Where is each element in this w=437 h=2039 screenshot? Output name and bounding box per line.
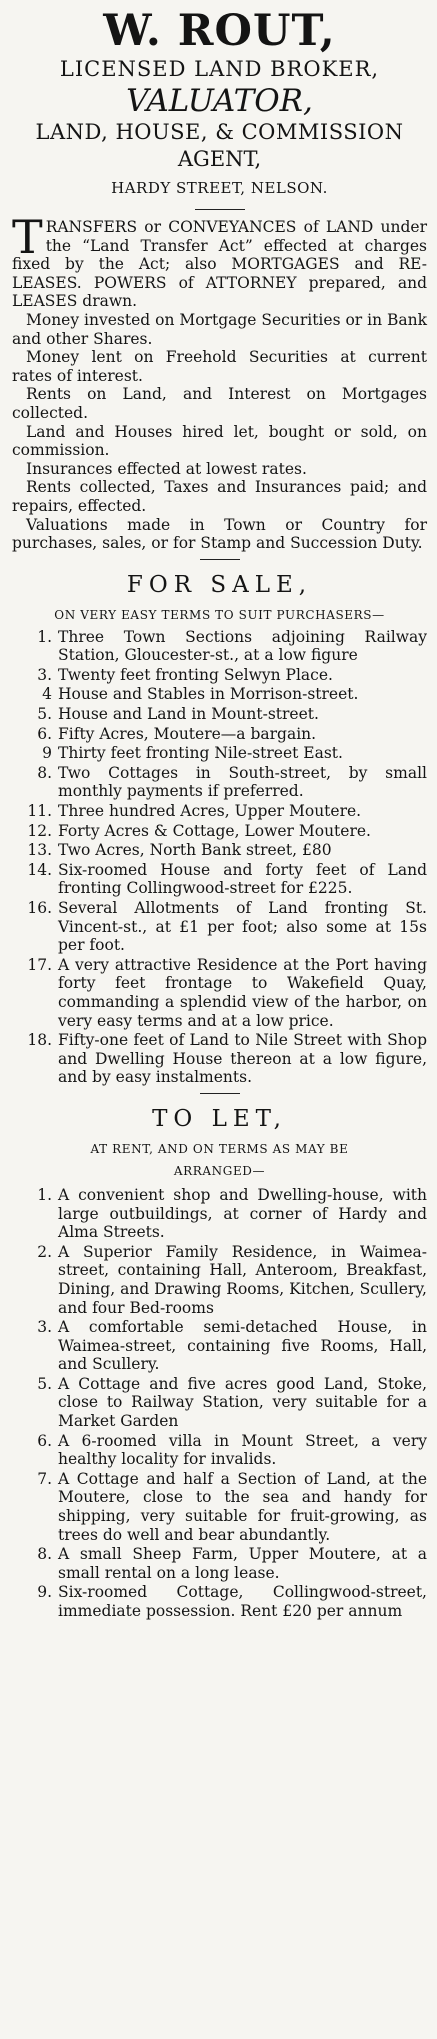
item-number: 14. bbox=[27, 860, 52, 879]
item-number: 12. bbox=[27, 821, 52, 840]
service-paragraph: Insurances effected at lowest rates. bbox=[26, 459, 307, 478]
service-paragraph: Money lent on Freehold Securities at current rates of interest. bbox=[12, 348, 427, 385]
item-text: Six-roomed House and forty feet of Land fronting Collingwood-street for £225. bbox=[58, 860, 427, 898]
item-number: 18. bbox=[27, 1031, 52, 1050]
list-item bbox=[12, 841, 427, 860]
list-item bbox=[12, 899, 427, 955]
item-number: 2. bbox=[37, 1242, 52, 1261]
service-paragraph: Rents collected, Taxes and Insurances paid; and repairs, effected. bbox=[12, 478, 427, 515]
item-text: A Cottage and half a Section of Land, at the Moutere, close to the sea and handy for shipping, very suitable for fruit-growing, as trees do well and bear abundantly. bbox=[58, 1469, 427, 1544]
list-item bbox=[12, 1186, 427, 1242]
service-paragraph: Money invested on Mortgage Securities or in Bank and other Shares. bbox=[12, 310, 427, 348]
item-text: A comfortable semi-detached House, in Waimea-street, containing five Rooms, Hall, and Scullery. bbox=[58, 1318, 427, 1374]
item-text: Several Allotments of Land fronting St. Vincent-st., at £1 per foot; also some at 15s per foot. bbox=[58, 899, 427, 955]
item-number: 9. bbox=[37, 1583, 52, 1602]
to-let-heading: TO LET, bbox=[152, 1105, 287, 1132]
intro-text: RANSFERS or CONVEYANCES of LAND under the “Land Transfer Act” effected at charges fixed by the Act; also MORTGAGES and RE-LEASES. POWERS of ATTORNEY prepared, and LEASES drawn. bbox=[12, 218, 427, 311]
service-paragraph: Rents on Land, and Interest on Mortgages collected. bbox=[12, 385, 427, 422]
list-item bbox=[12, 666, 427, 685]
item-text: A small Sheep Farm, Upper Moutere, at a small rental on a long lease. bbox=[58, 1545, 427, 1582]
list-item bbox=[12, 802, 427, 821]
item-text: Two Cottages in South-street, by small monthly payments if preferred. bbox=[58, 763, 427, 801]
for-sale-list bbox=[12, 628, 427, 1087]
divider bbox=[200, 559, 240, 560]
item-text: A Cottage and five acres good Land, Stoke, close to Railway Station, very suitable for a Market Garden bbox=[58, 1374, 427, 1431]
divider bbox=[195, 209, 245, 210]
list-item bbox=[12, 1375, 427, 1431]
item-text: Thirty feet fronting Nile-street East. bbox=[58, 744, 343, 763]
item-number: 8. bbox=[37, 763, 52, 782]
item-text: House and Stables in Morrison-street. bbox=[58, 685, 359, 704]
header-line-broker: LICENSED LAND BROKER, bbox=[59, 57, 380, 81]
list-item bbox=[12, 1545, 427, 1582]
item-number: 16. bbox=[27, 899, 52, 917]
list-item bbox=[12, 861, 427, 898]
item-number: 1. bbox=[37, 627, 52, 646]
list-item bbox=[12, 628, 427, 665]
intro-paragraph bbox=[12, 210, 427, 311]
service-paragraph: Valuations made in Town or Country for purchases, sales, or for Stamp and Succession Duty. bbox=[12, 515, 427, 553]
item-text: Forty Acres & Cottage, Lower Moutere. bbox=[58, 821, 371, 840]
item-number: 5. bbox=[37, 1374, 52, 1393]
list-item bbox=[12, 1318, 427, 1374]
list-item bbox=[12, 822, 427, 841]
item-text: Three hundred Acres, Upper Moutere. bbox=[58, 802, 362, 821]
item-text: A very attractive Residence at the Port having forty feet frontage to Wakefield Quay, commanding a splendid view of the harbor, on very easy terms and at a low price. bbox=[58, 955, 427, 1030]
header-line-commission: LAND, HOUSE, & COMMISSION bbox=[35, 120, 404, 144]
list-item bbox=[12, 1432, 427, 1469]
advertiser-name: W. ROUT, bbox=[103, 6, 336, 56]
item-text: Twenty feet fronting Selwyn Place. bbox=[58, 665, 333, 684]
item-number: 6. bbox=[37, 1431, 52, 1450]
item-number: 5. bbox=[37, 705, 52, 724]
list-item bbox=[12, 1583, 427, 1620]
item-number: 3. bbox=[37, 1318, 52, 1337]
item-number: 8. bbox=[37, 1545, 52, 1564]
header-line-agent: AGENT, bbox=[177, 147, 262, 171]
list-item bbox=[12, 744, 427, 763]
list-item bbox=[12, 705, 427, 724]
header-line-address: HARDY STREET, NELSON. bbox=[111, 179, 328, 197]
item-text: House and Land in Mount-street. bbox=[58, 705, 319, 724]
header-line-valuator: VALUATOR, bbox=[126, 83, 313, 119]
item-number: 3. bbox=[37, 665, 52, 684]
to-let-list bbox=[12, 1186, 427, 1621]
item-number: 4 bbox=[42, 685, 52, 704]
item-text: Two Acres, North Bank street, £80 bbox=[58, 841, 332, 860]
list-item bbox=[12, 764, 427, 801]
list-item bbox=[12, 685, 427, 704]
item-number: 11. bbox=[27, 802, 52, 821]
list-item bbox=[12, 725, 427, 744]
for-sale-heading: FOR SALE, bbox=[126, 571, 313, 598]
to-let-subtitle-continued: ARRANGED— bbox=[173, 1163, 266, 1178]
service-paragraph: Land and Houses hired let, bought or sold, on commission. bbox=[12, 422, 427, 460]
for-sale-subtitle: ON VERY EASY TERMS TO SUIT PURCHASERS— bbox=[54, 607, 385, 622]
to-let-subtitle: AT RENT, AND ON TERMS AS MAY BE bbox=[90, 1141, 349, 1156]
item-number: 1. bbox=[37, 1185, 52, 1204]
item-number: 13. bbox=[27, 841, 52, 860]
item-text: A convenient shop and Dwelling-house, with large outbuildings, at corner of Hardy and Alma Streets. bbox=[58, 1185, 427, 1242]
item-text: A Superior Family Residence, in Waimea-street, containing Hall, Anteroom, Breakfast, Dining, and Drawing Rooms, Kitchen, Scullery, and four Bed-rooms bbox=[58, 1242, 427, 1317]
item-text: Fifty-one feet of Land to Nile Street with Shop and Dwelling House thereon at a low figure, and by easy instalments. bbox=[58, 1031, 427, 1087]
divider bbox=[200, 1093, 240, 1094]
item-text: Three Town Sections adjoining Railway Station, Gloucester-st., at a low figure bbox=[58, 627, 427, 665]
list-item bbox=[12, 1031, 427, 1087]
item-number: 7. bbox=[37, 1469, 52, 1488]
item-number: 17. bbox=[27, 955, 52, 974]
list-item bbox=[12, 1470, 427, 1544]
item-number: 6. bbox=[37, 724, 52, 743]
list-item bbox=[12, 956, 427, 1030]
list-item bbox=[12, 1243, 427, 1317]
item-text: Six-roomed Cottage, Collingwood-street, immediate possession. Rent £20 per annum bbox=[58, 1583, 427, 1620]
drop-cap: T bbox=[12, 210, 43, 264]
item-text: A 6-roomed villa in Mount Street, a very healthy locality for invalids. bbox=[58, 1431, 427, 1469]
item-text: Fifty Acres, Moutere—a bargain. bbox=[58, 724, 317, 743]
item-number: 9 bbox=[42, 744, 52, 763]
